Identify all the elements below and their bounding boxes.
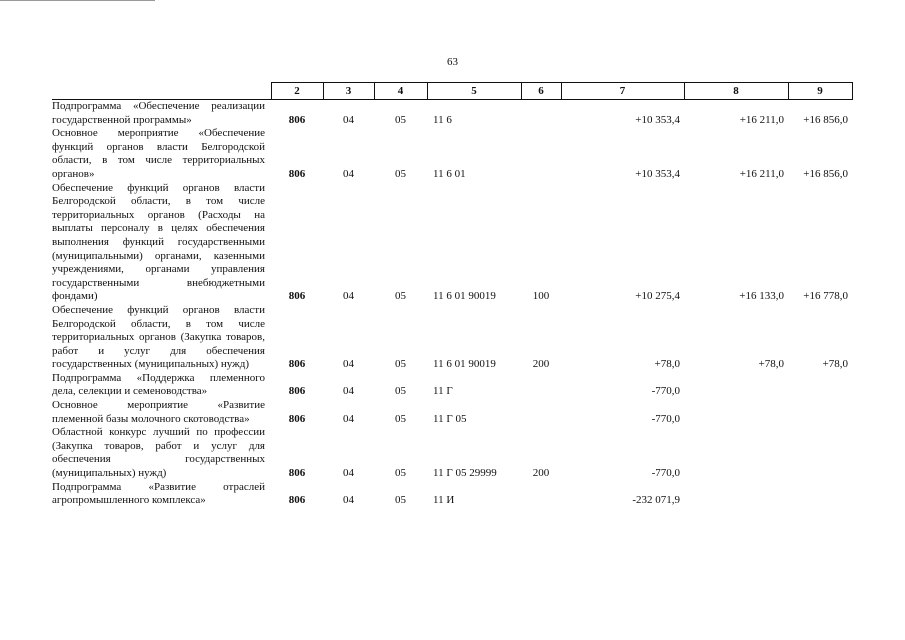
cell-col8: +78,0 <box>758 358 784 371</box>
cell-subsection: 05 <box>395 358 406 371</box>
cell-target-item: 11 И <box>433 494 455 507</box>
cell-gr: 806 <box>288 385 306 398</box>
cell-col9 <box>788 372 852 399</box>
header-col-7: 7 <box>561 83 684 100</box>
cell-subsection: 05 <box>395 494 406 507</box>
cell-col7: +10 353,4 <box>635 167 680 180</box>
cell-target-item: 11 Г 05 <box>433 412 467 425</box>
cell-section: 04 <box>343 467 354 480</box>
table-body <box>52 100 852 508</box>
cell-col8 <box>684 372 788 399</box>
cell-section: 04 <box>343 113 354 126</box>
cell-gr: 806 <box>288 113 306 126</box>
cell-col9: +16 856,0 <box>803 167 848 180</box>
cell-name: Областной конкурс лучший по профессии (Закупка товаров, работ и услуг для обеспечения государственных (муниципальных) нужд) <box>52 426 265 480</box>
cell-subsection: 05 <box>395 167 406 180</box>
cell-section: 04 <box>343 167 354 180</box>
table-row <box>52 127 852 181</box>
cell-col7: -770,0 <box>651 412 680 425</box>
cell-target-item: 11 6 <box>433 113 452 126</box>
header-row <box>52 83 852 100</box>
cell-col7: -770,0 <box>651 467 680 480</box>
cell-target-item: 11 6 01 <box>433 167 466 180</box>
cell-section: 04 <box>343 385 354 398</box>
cell-col7: -770,0 <box>651 385 680 398</box>
header-col-5: 5 <box>427 83 521 100</box>
cell-expense-type: 200 <box>532 467 550 480</box>
cell-section: 04 <box>343 358 354 371</box>
header-col-9: 9 <box>788 83 852 100</box>
cell-name: Основное мероприятие «Развитие племенной базы молочного скотоводства» <box>52 399 265 425</box>
cell-gr: 806 <box>288 290 306 303</box>
cell-expense-type: 200 <box>532 358 550 371</box>
cell-col9: +16 778,0 <box>803 290 848 303</box>
cell-section: 04 <box>343 494 354 507</box>
table-row <box>52 182 852 304</box>
cell-col9: +16 856,0 <box>803 113 848 126</box>
cell-col9 <box>788 426 852 480</box>
cell-col7: +10 353,4 <box>635 113 680 126</box>
cell-name: Подпрограмма «Обеспечение реализации государственной программы» <box>52 100 265 126</box>
cell-col7: -232 071,9 <box>632 494 680 507</box>
cell-col7: +78,0 <box>654 358 680 371</box>
cell-col9: +78,0 <box>822 358 848 371</box>
table-row <box>52 100 852 128</box>
cell-gr: 806 <box>288 358 306 371</box>
cell-subsection: 05 <box>395 113 406 126</box>
cell-name: Обеспечение функций органов власти Белгородской области, в том числе территориальных органов (Расходы на выплаты персоналу в целях обеспечения выполнения функций государственными (муниципальными) органами, казенными учреждениями, органами управления государственными внебюджетными фондами) <box>52 181 265 303</box>
header-col-6: 6 <box>521 83 561 100</box>
cell-gr: 806 <box>288 412 306 425</box>
top-edge-rule <box>0 0 155 1</box>
cell-expense-type <box>521 399 561 426</box>
cell-subsection: 05 <box>395 467 406 480</box>
cell-subsection: 05 <box>395 412 406 425</box>
cell-expense-type <box>521 100 561 128</box>
header-col-1 <box>52 83 271 100</box>
table-row <box>52 399 852 426</box>
cell-expense-type: 100 <box>532 290 550 303</box>
table-row <box>52 426 852 480</box>
cell-gr: 806 <box>288 494 306 507</box>
cell-name: Обеспечение функций органов власти Белгородской области, в том числе территориальных органов (Закупка товаров, работ и услуг для обеспечения государственных (муниципальных) нужд) <box>52 303 265 371</box>
cell-col8 <box>684 481 788 508</box>
cell-col8: +16 133,0 <box>739 290 784 303</box>
cell-name: Подпрограмма «Поддержка племенного дела, селекции и семеноводства» <box>52 371 265 398</box>
cell-subsection: 05 <box>395 290 406 303</box>
cell-subsection: 05 <box>395 385 406 398</box>
cell-expense-type <box>521 372 561 399</box>
header-col-2: 2 <box>271 83 323 100</box>
budget-table <box>52 82 853 508</box>
cell-target-item: 11 6 01 90019 <box>433 290 496 303</box>
header-col-4: 4 <box>374 83 427 100</box>
table-row <box>52 481 852 508</box>
cell-section: 04 <box>343 290 354 303</box>
cell-target-item: 11 Г <box>433 385 453 398</box>
cell-col9 <box>788 399 852 426</box>
header-col-8: 8 <box>684 83 788 100</box>
cell-name: Основное мероприятие «Обеспечение функций органов власти Белгородской области, в том числе территориальных органов» <box>52 127 265 180</box>
cell-target-item: 11 Г 05 29999 <box>433 467 497 480</box>
cell-col7: +10 275,4 <box>635 290 680 303</box>
cell-col8: +16 211,0 <box>739 167 784 180</box>
cell-expense-type <box>521 481 561 508</box>
page-number: 63 <box>447 56 458 68</box>
cell-gr: 806 <box>288 467 306 480</box>
cell-section: 04 <box>343 412 354 425</box>
cell-col8 <box>684 426 788 480</box>
table-row <box>52 304 852 372</box>
table-row <box>52 372 852 399</box>
cell-col8 <box>684 399 788 426</box>
cell-col8: +16 211,0 <box>739 113 784 126</box>
cell-name: Подпрограмма «Развитие отраслей агропромышленного комплекса» <box>52 480 265 507</box>
cell-target-item: 11 6 01 90019 <box>433 358 496 371</box>
cell-expense-type <box>521 127 561 181</box>
header-col-3: 3 <box>323 83 374 100</box>
cell-gr: 806 <box>288 167 306 180</box>
cell-col9 <box>788 481 852 508</box>
